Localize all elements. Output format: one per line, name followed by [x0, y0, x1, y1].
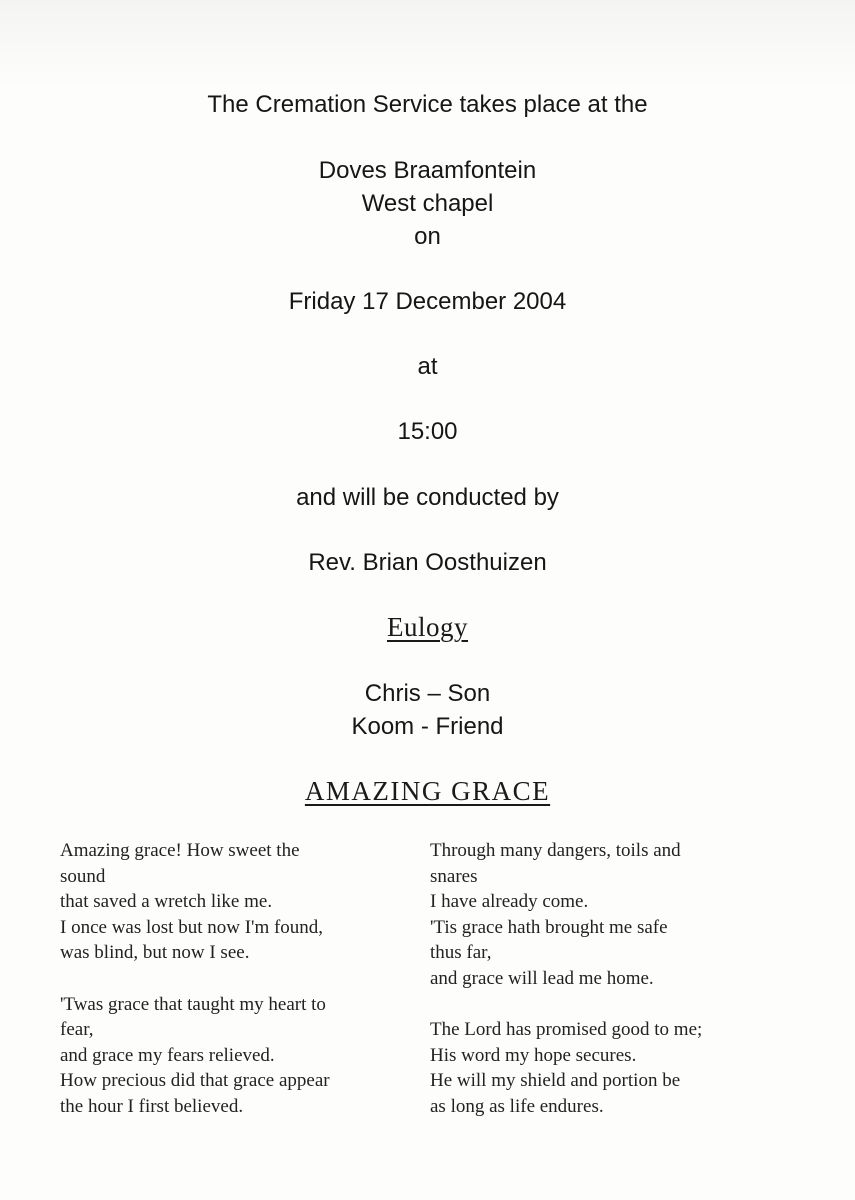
venue-chapel: West chapel — [361, 190, 494, 217]
hymn-verse — [430, 838, 790, 991]
eulogy-heading: Eulogy — [387, 612, 468, 642]
hymn-line: 'Twas grace that taught my heart to — [60, 993, 326, 1015]
conducted-by-label: and will be conducted by — [296, 484, 559, 511]
hymn-line: Amazing grace! How sweet the — [60, 840, 300, 861]
hymn-line: He will my shield and portion be — [430, 1070, 681, 1091]
hymn-line: snares — [430, 865, 478, 887]
service-date: Friday 17 December 2004 — [288, 288, 567, 315]
hymn-line: and grace my fears relieved. — [60, 1044, 275, 1066]
hymn-line: as long as life endures. — [430, 1095, 604, 1117]
hymn-line: thus far, — [430, 942, 492, 963]
hymn-line: Through many dangers, toils and — [430, 840, 681, 861]
hymn-line: His word my hope secures. — [430, 1044, 637, 1066]
hymn-verse — [60, 838, 412, 966]
hymn-left-column — [60, 838, 412, 1145]
hymn-line: the hour I first believed. — [60, 1095, 244, 1117]
service-time: 15:00 — [397, 418, 458, 445]
hymn-line: and grace will lead me home. — [430, 967, 654, 989]
hymn-verse — [60, 992, 412, 1120]
at-label: at — [417, 353, 438, 380]
hymn-verse — [430, 1017, 790, 1119]
hymn-line: I have already come. — [430, 891, 589, 912]
hymn-line: sound — [60, 865, 106, 887]
venue-name: Doves Braamfontein — [318, 157, 537, 184]
officiant-name: Rev. Brian Oosthuizen — [308, 549, 547, 576]
hymn-line: was blind, but now I see. — [60, 942, 250, 963]
hymn-line: The Lord has promised good to me; — [430, 1019, 703, 1040]
hymn-right-column — [430, 838, 790, 1145]
hymn-line: fear, — [60, 1019, 94, 1040]
on-label: on — [414, 223, 441, 250]
hymn-line: that saved a wretch like me. — [60, 891, 273, 912]
hymn-line: I once was lost but now I'm found, — [60, 916, 324, 938]
hymn-title: AMAZING GRACE — [304, 776, 551, 806]
service-intro: The Cremation Service takes place at the — [207, 91, 648, 118]
hymn-line: How precious did that grace appear — [60, 1070, 330, 1091]
hymn-line: 'Tis grace hath brought me safe — [430, 916, 668, 938]
eulogy-speaker: Koom - Friend — [351, 713, 504, 740]
eulogy-speaker: Chris – Son — [364, 680, 491, 707]
